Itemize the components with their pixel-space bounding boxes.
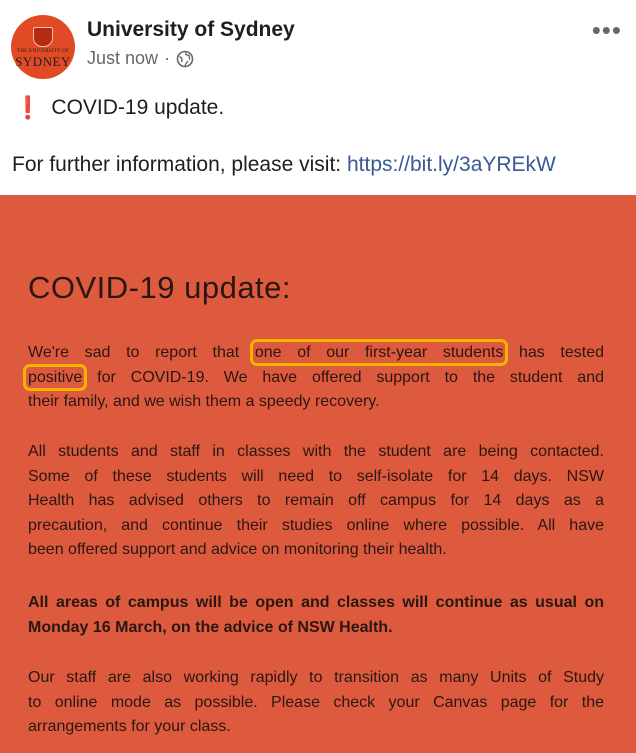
text-segment: We're sad to report that	[28, 344, 255, 361]
paragraph-4-line-2: to online mode as possible. Please check your Canvas page for the	[28, 693, 604, 711]
paragraph-2-line-3: Health has advised others to remain off campus for 14 days as a	[28, 492, 604, 509]
paragraph-2-line-4: precaution, and continue their studies online where possible. All have	[28, 516, 604, 534]
post-text-line-1	[14, 95, 224, 121]
post-meta	[87, 48, 194, 69]
page-name-link[interactable]: University of Sydney	[87, 18, 295, 41]
info-link[interactable]: https://bit.ly/3aYREkW	[346, 153, 556, 176]
post-text-line-2	[12, 153, 556, 177]
avatar-small-text: THE UNIVERSITY OF	[17, 48, 69, 54]
post-image[interactable]	[0, 195, 636, 753]
avatar[interactable]	[11, 15, 75, 79]
paragraph-2-line-5: been offered support and advice on monitoring their health.	[28, 541, 447, 558]
crest-icon	[33, 27, 53, 47]
paragraph-2-line-1: All students and staff in classes with the student are being contacted.	[28, 443, 604, 460]
paragraph-4-line-1: Our staff are also working rapidly to transition as many Units of Study	[28, 669, 604, 686]
paragraph-2-line-2: Some of these students will need to self-isolate for 14 days. NSW	[28, 467, 604, 485]
highlight-positive: positive	[28, 368, 83, 386]
text-segment: for COVID-19. We have offered support to the student and	[82, 368, 604, 386]
more-options-icon[interactable]: •••	[591, 15, 622, 45]
paragraph-4	[28, 666, 604, 740]
avatar-big-text: SYDNEY	[15, 53, 71, 69]
post-header	[0, 0, 636, 195]
image-title: COVID-19 update:	[28, 270, 292, 305]
post-headline: COVID-19 update.	[51, 96, 225, 119]
exclamation-icon: ❗	[14, 95, 42, 120]
paragraph-3	[28, 591, 604, 640]
paragraph-1-line-1	[28, 341, 604, 366]
further-info-text: For further information, please visit:	[12, 153, 347, 176]
meta-separator: ·	[164, 48, 171, 68]
paragraph-1-line-3: their family, and we wish them a speedy recovery.	[28, 393, 380, 410]
paragraph-2	[28, 440, 604, 563]
paragraph-1-line-2	[28, 366, 604, 391]
paragraph-3-line-2: Monday 16 March, on the advice of NSW Health.	[28, 618, 393, 636]
highlight-first-year-students: one of our first-year students	[254, 344, 504, 361]
paragraph-4-line-3: arrangements for your class.	[28, 718, 231, 735]
globe-icon[interactable]	[176, 50, 194, 68]
paragraph-3-line-1: All areas of campus will be open and classes will continue as usual on	[28, 594, 604, 611]
timestamp-link[interactable]: Just now	[87, 48, 159, 68]
text-segment: has tested	[503, 344, 605, 361]
paragraph-1	[28, 341, 604, 415]
